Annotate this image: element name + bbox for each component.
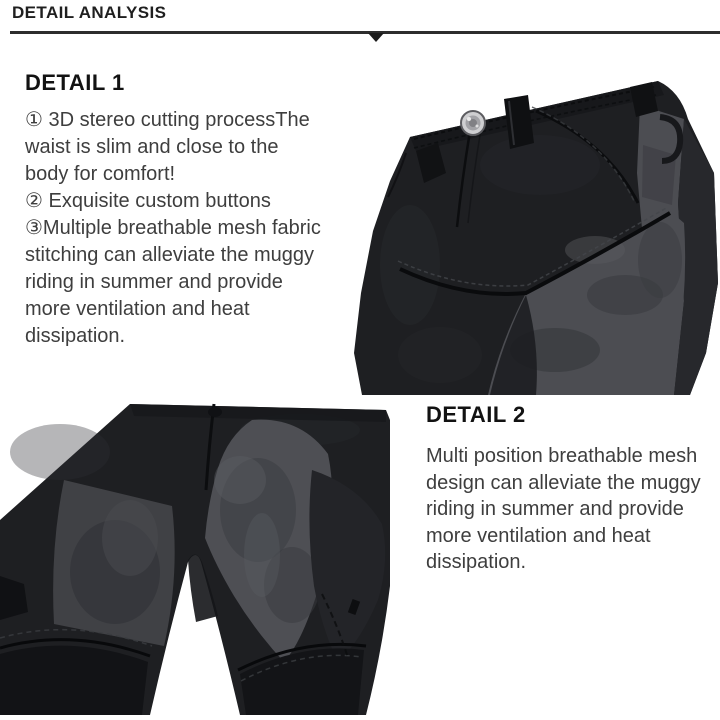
- detail1-line: more ventilation and heat: [25, 298, 250, 320]
- detail1-line: riding in summer and provide: [25, 271, 283, 293]
- pants-thigh-photo: [0, 390, 390, 715]
- detail1-line: ② Exquisite custom buttons: [25, 190, 271, 212]
- detail2-line: dissipation.: [426, 551, 527, 573]
- detail1-paragraph: [25, 107, 355, 350]
- detail1-line: ① 3D stereo cutting processThe: [25, 109, 310, 131]
- pants-thigh-illustration: [0, 390, 390, 715]
- detail1-line: stitching can alleviate the muggy: [25, 244, 315, 266]
- down-triangle-icon: [368, 33, 384, 42]
- pants-waist-illustration: [340, 55, 720, 395]
- detail2-line: design can alleviate the muggy: [426, 471, 701, 494]
- page-title: DETAIL ANALYSIS: [12, 3, 167, 22]
- detail2-paragraph: [426, 443, 718, 576]
- detail1-heading: DETAIL 1: [25, 70, 125, 95]
- detail2-line: Multi position breathable mesh: [426, 445, 698, 467]
- detail1-line: dissipation.: [25, 325, 126, 347]
- detail2-line: riding in summer and provide: [426, 498, 684, 520]
- header-divider: [10, 31, 720, 34]
- knee-pad: [0, 646, 148, 715]
- detail2-heading: DETAIL 2: [426, 402, 526, 427]
- detail1-line: ③Multiple breathable mesh fabric: [25, 217, 321, 239]
- pants-waist-photo: [340, 55, 720, 395]
- detail1-line: body for comfort!: [25, 163, 176, 185]
- detail2-line: more ventilation and heat: [426, 524, 651, 547]
- custom-button: [461, 111, 485, 135]
- detail1-line: waist is slim and close to the: [25, 136, 279, 158]
